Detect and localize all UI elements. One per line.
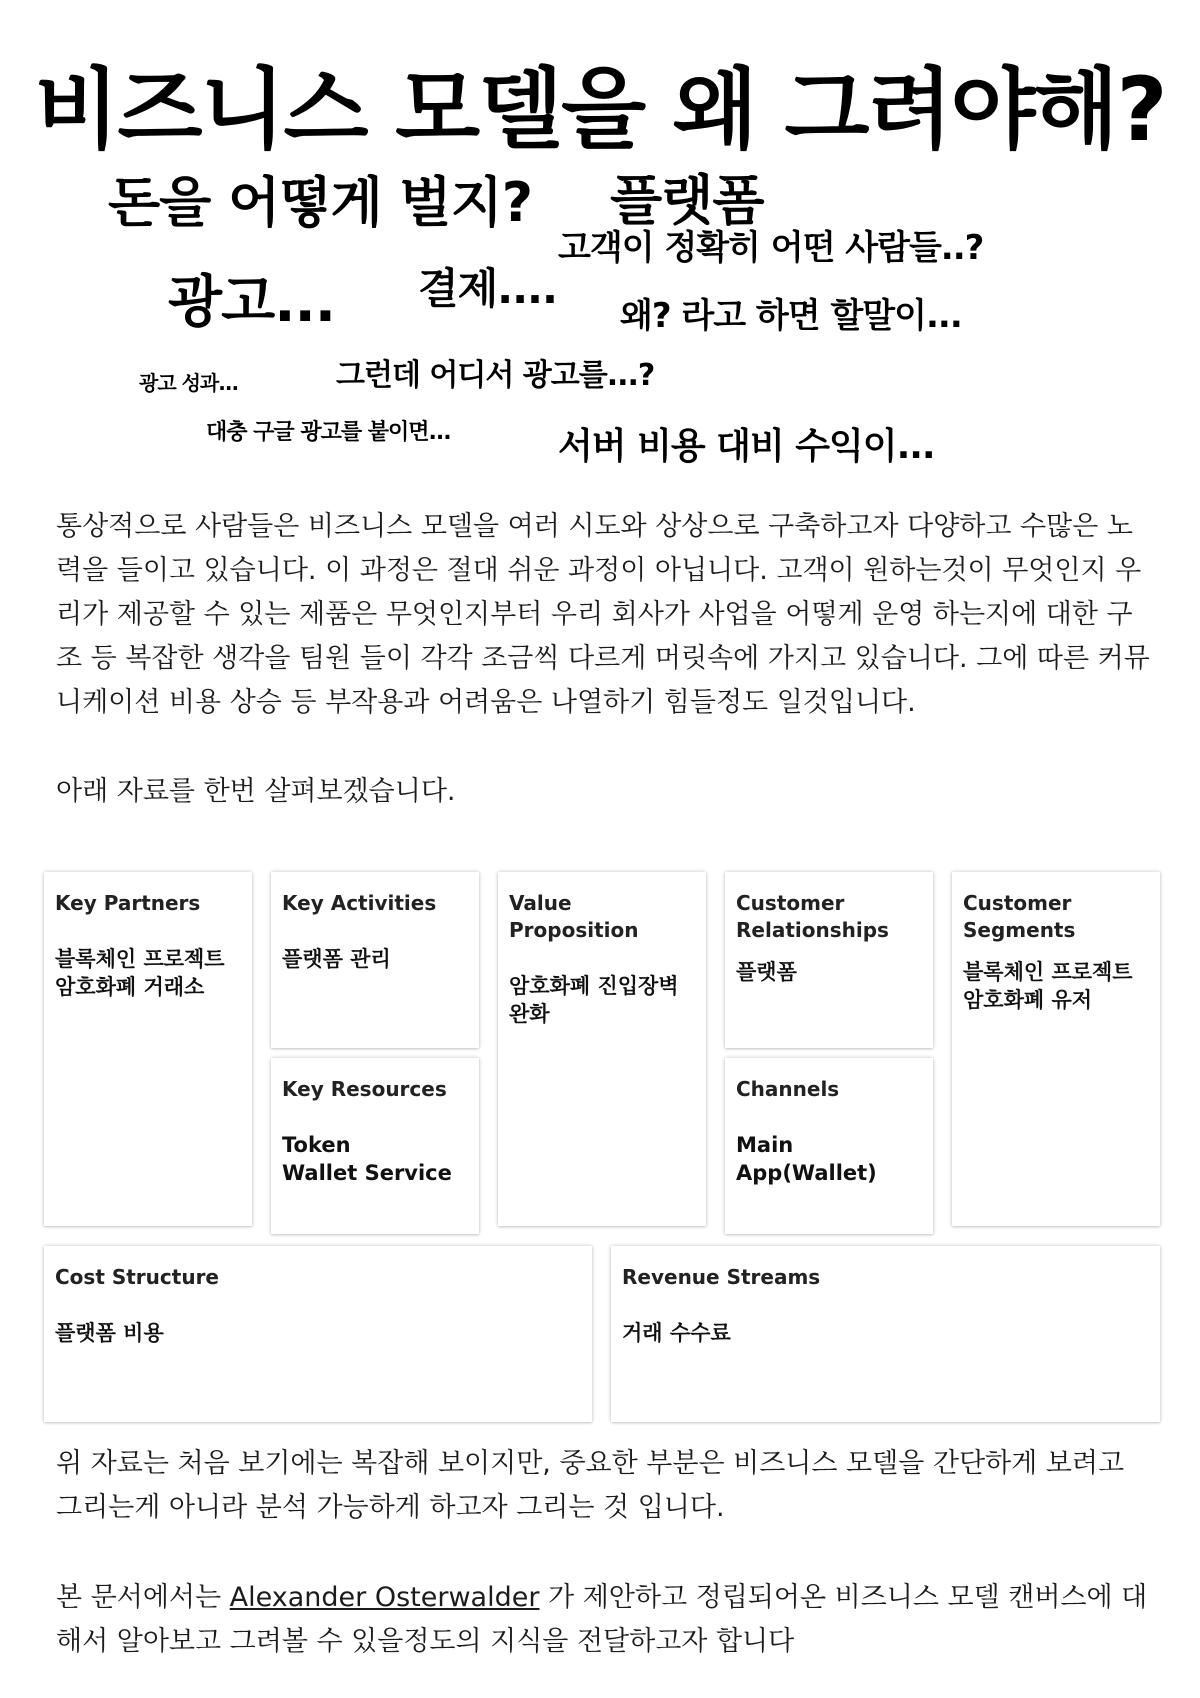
value-proposition-content: 암호화폐 진입장벽 완화 (509, 974, 679, 1026)
cost-structure-content: 플랫폼 비용 (55, 1321, 164, 1345)
scribble-ad-result: 광고 성과... (139, 371, 239, 395)
scribble-payment: 결제.... (418, 264, 557, 313)
osterwalder-link[interactable]: Alexander Osterwalder (229, 1582, 540, 1613)
canvas-customer-relationships (725, 872, 933, 1048)
value-proposition-label: Value Proposition (509, 891, 639, 942)
canvas-key-resources (271, 1058, 479, 1234)
customer-segments-label: Customer Segments (963, 891, 1076, 942)
key-resources-content: Token Wallet Service (282, 1133, 452, 1185)
canvas-channels (725, 1058, 933, 1234)
scribble-platform: 플랫폼 (610, 169, 764, 232)
key-partners-content: 블록체인 프로젝트 암호화폐 거래소 (55, 947, 225, 999)
canvas-key-activities (271, 872, 479, 1048)
scribble-google-ads: 대충 구글 광고를 붙이면... (206, 420, 451, 445)
scribble-server-cost: 서버 비용 대비 수익이... (558, 426, 935, 467)
key-activities-content: 플랫폼 관리 (282, 947, 391, 971)
canvas-value-proposition (498, 872, 706, 1226)
scribble-money: 돈을 어떻게 벌지? (108, 171, 533, 234)
outro-text-before-link: 본 문서에서는 (56, 1582, 230, 1613)
canvas-cost-structure (44, 1246, 592, 1422)
page-title: 비즈니스 모델을 왜 그려야해? (34, 58, 1166, 161)
channels-content: Main App(Wallet) (736, 1133, 877, 1185)
scribble-why: 왜? 라고 하면 할말이... (620, 296, 962, 336)
outro-text-after-link: 가 제안하고 정립되어온 비즈니스 모델 캔버스에 대해서 알아보고 그려볼 수 있을정도의 지식을 전달하고자 합니다 (56, 1582, 1148, 1657)
revenue-streams-content: 거래 수수료 (622, 1321, 731, 1345)
intro-lead-in: 아래 자료를 한번 살펴보겠습니다. (56, 776, 456, 807)
key-partners-label: Key Partners (55, 891, 201, 915)
scribble-ads: 광고... (168, 270, 336, 335)
key-resources-label: Key Resources (282, 1077, 447, 1101)
channels-label: Channels (736, 1077, 840, 1101)
revenue-streams-label: Revenue Streams (622, 1265, 821, 1289)
scribble-where-ads: 그런데 어디서 광고를...? (336, 358, 655, 393)
outro-closing-paragraph (56, 1576, 1156, 1664)
canvas-key-partners (44, 872, 252, 1226)
customer-relationships-content: 플랫폼 (736, 960, 797, 984)
customer-relationships-label: Customer Relationships (736, 891, 889, 942)
key-activities-label: Key Activities (282, 891, 437, 915)
cost-structure-label: Cost Structure (55, 1265, 219, 1289)
customer-segments-content: 블록체인 프로젝트 암호화폐 유저 (963, 960, 1133, 1012)
canvas-customer-segments (952, 872, 1160, 1226)
scribble-customer: 고객이 정확히 어떤 사람들..? (558, 228, 984, 268)
canvas-revenue-streams (611, 1246, 1160, 1422)
intro-paragraph: 통상적으로 사람들은 비즈니스 모델을 여러 시도와 상상으로 구축하고자 다양하고 수많은 노력을 들이고 있습니다. 이 과정은 절대 쉬운 과정이 아닙니다. 고객이 원하는것이 무엇인지 우리가 제공할 수 있는 제품은 무엇인지부터 우리 회사가 사업을 어떻게 운영 하는지에 대한 구조 등 복잡한 생각을 팀원 들이 각각 조금씩 다르게 머릿속에 가지고 있습니다. 그에 따른 커뮤니케이션 비용 상승 등 부작용과 어려움은 나열하기 힘들정도 일것입니다. (56, 511, 1150, 718)
outro-paragraph: 위 자료는 처음 보기에는 복잡해 보이지만, 중요한 부분은 비즈니스 모델을 간단하게 보려고 그리는게 아니라 분석 가능하게 하고자 그리는 것 입니다. (56, 1448, 1125, 1523)
